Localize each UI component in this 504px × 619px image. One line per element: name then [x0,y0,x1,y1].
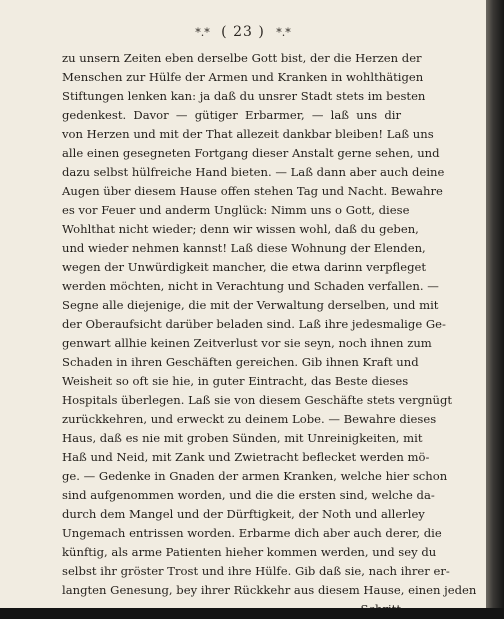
text-line: genwart allhie keinen Zeitverlust vor sie seyn, noch ihnen zum [62,336,432,350]
text-line: Hospitals überlegen. Laß sie von diesem Geschäfte stets vergnügt [62,393,453,407]
ornament-left: *.* [195,26,210,39]
ornament-right: *.* [276,26,291,39]
page-header [0,24,486,40]
page-number: ( 23 ) [221,24,265,40]
text-line: Wohlthat nicht wieder; denn wir wissen wohl, daß du geben, [62,222,419,236]
text-line: zu unsern Zeiten eben derselbe Gott bist, der die Herzen der [62,51,422,65]
text-line: Schaden in ihren Geschäften gereichen. Gib ihnen Kraft und [62,355,419,369]
text-line: von Herzen und mit der That allezeit dankbar bleiben! Laß uns [62,127,434,141]
text-line: langten Genesung, bey ihrer Rückkehr aus diesem Hause, einen jeden [62,583,477,597]
scan-background [0,608,504,619]
text-line: und wieder nehmen kannst! Laß diese Wohnung der Elenden, [62,241,426,255]
text-line: Augen über diesem Hause offen stehen Tag und Nacht. Bewahre [62,184,443,198]
text-line: Segne alle diejenige, die mit der Verwaltung derselben, und mit [62,298,439,312]
text-line: künftig, als arme Patienten hieher kommen werden, und sey du [62,545,437,559]
text-line: der Oberaufsicht darüber beladen sind. Laß ihre jedesmalige Ge- [62,317,446,331]
text-line: zurückkehren, und erweckt zu deinem Lobe. — Bewahre dieses [62,412,437,426]
text-line: Stiftungen lenken kan: ja daß du unsrer Stadt stets im besten [62,89,426,103]
text-line: Haus, daß es nie mit groben Sünden, mit Unreinigkeiten, mit [62,431,423,445]
text-line: sind aufgenommen worden, und die die ersten sind, welche da- [62,488,435,502]
text-line: selbst ihr gröster Trost und ihre Hülfe. Gib daß sie, nach ihrer er- [62,564,450,578]
text-line: Menschen zur Hülfe der Armen und Kranken in wohlthätigen [62,70,424,84]
text-line: gedenkest. Davor — gütiger Erbarmer, — laß uns dir [62,108,401,122]
text-line: es vor Feuer und anderm Unglück: Nimm uns o Gott, diese [62,203,410,217]
text-line: ge. — Gedenke in Gnaden der armen Kranken, welche hier schon [62,469,448,483]
text-line: alle einen gesegneten Fortgang dieser Anstalt gerne sehen, und [62,146,440,160]
text-line: dazu selbst hülfreiche Hand bieten. — Laß dann aber auch deine [62,165,445,179]
page-edge-shadow [486,0,504,619]
text-line: Ungemach entrissen worden. Erbarme dich aber auch derer, die [62,526,442,540]
text-line: Weisheit so oft sie hie, in guter Eintracht, das Beste dieses [62,374,409,388]
body-text [62,49,477,619]
text-line: durch dem Mangel und der Dürftigkeit, der Noth und allerley [62,507,425,521]
text-line: Haß und Neid, mit Zank und Zwietracht beflecket werden mö- [62,450,430,464]
text-line: wegen der Unwürdigkeit mancher, die etwa darinn verpfleget [62,260,427,274]
text-line: werden möchten, nicht in Verachtung und Schaden verfallen. — [62,279,439,293]
